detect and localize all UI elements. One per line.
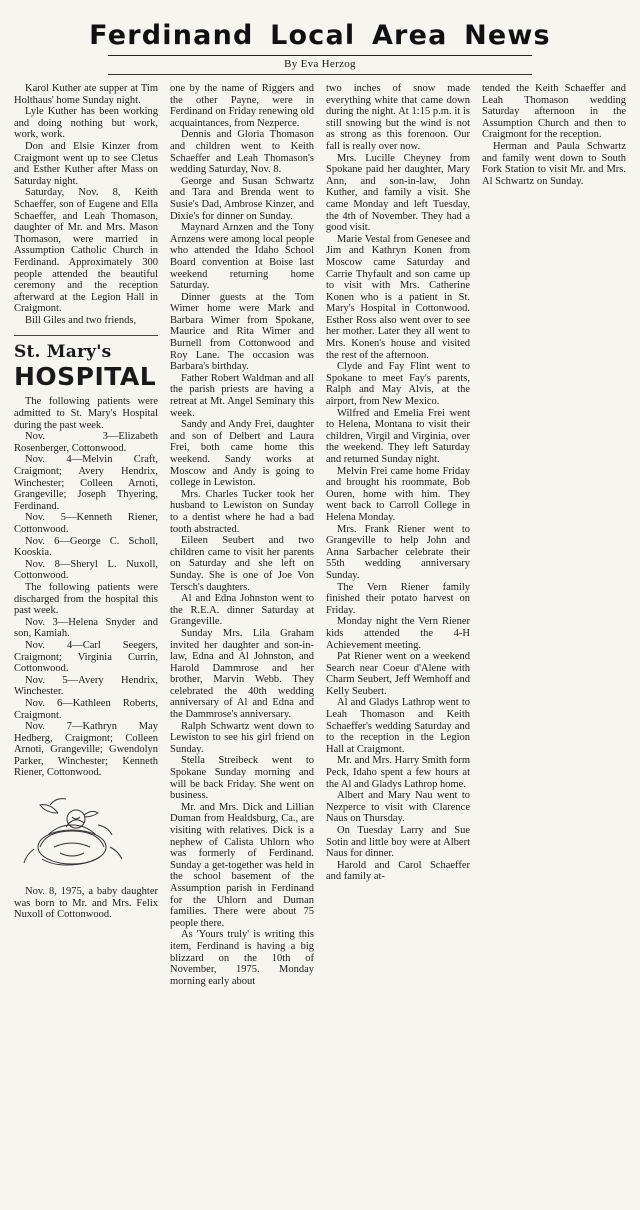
article-paragraph: tended the Keith Schaeffer and Leah Thomason wedding Saturday afternoon in the Assumption Church and then to Craigmont for the reception.: [482, 83, 626, 141]
article-paragraph: Nov. 3—Helena Snyder and son, Kamiah.: [14, 616, 158, 640]
article-paragraph: The following patients were discharged from the hospital this past week.: [14, 581, 158, 617]
article-paragraph: Nov. 8—Sheryl L. Nuxoll, Cottonwood.: [14, 558, 158, 582]
article-paragraph: Mrs. Lucille Cheyney from Spokane paid her daughter, Mary Ann, and son-in-law, John Kuther, and family a visit. She came Monday and left Tuesday, the 4th of November. They had a good visit.: [326, 152, 470, 234]
article-paragraph: Bill Giles and two friends,: [25, 314, 137, 326]
section-heading-st-marys: St. Mary's: [14, 342, 112, 363]
article-paragraph: one by the name of Riggers and the other Payne, were in Ferdinand on Friday renewing old acquaintances, from Nezperce.: [170, 83, 314, 129]
section-heading-hospital: HOSPITAL: [14, 362, 157, 392]
article-paragraph: George and Susan Schwartz and Tara and Brenda went to Susie's Dad, Ambrose Kinzer, and Dixie's for dinner on Sunday.: [170, 175, 314, 222]
column-3: [320, 83, 476, 987]
article-paragraph: Lyle Kuther has been working and doing nothing but work, work, work.: [14, 106, 158, 141]
article-paragraph: Melvin Frei came home Friday and brought his roommate, Bob Ouren, home with him. They went back to Carroll College in Helena Monday.: [326, 465, 470, 523]
baby-stork-illustration: [14, 789, 158, 880]
article-paragraph: Herman and Paula Schwartz and family went down to South Fork Station to visit Mr. and Mrs. Al Schwartz on Sunday.: [482, 140, 626, 187]
section-divider: [14, 335, 158, 336]
article-paragraph: Nov. 3—Elizabeth Rosenberger, Cottonwood.: [14, 431, 158, 454]
article-paragraph: Albert and Mary Nau went to Nezperce to visit with Clarence Naus on Thursday.: [326, 790, 470, 825]
article-paragraph: Dinner guests at the Tom Wimer home were Mark and Barbara Wimer from Spokane, Maurice and Rita Wimer and Burnell from Cottonwood and Roy Lane. The occasion was Barbara's birthday.: [170, 291, 314, 373]
illustration-caption: Nov. 8, 1975, a baby daughter was born to Mr. and Mrs. Felix Nuxoll of Cottonwood.: [14, 886, 158, 921]
article-columns: [0, 83, 640, 987]
masthead: [0, 0, 640, 75]
article-paragraph: The following patients were admitted to St. Mary's Hospital during the past week.: [14, 396, 158, 431]
article-paragraph: Karol Kuther ate supper at Tim Holthaus' home Sunday night.: [14, 83, 158, 106]
article-paragraph: Clyde and Fay Flint went to Spokane to meet Fay's parents, Ralph and May Alvis, at the airport, from New Mexico.: [326, 361, 470, 408]
article-paragraph: The Vern Riener family finished their potato harvest on Friday.: [326, 581, 470, 616]
article-paragraph: Monday night the Vern Riener kids attended the 4-H Achievement meeting.: [326, 616, 470, 651]
article-paragraph: Mr. and Mrs. Harry Smith form Peck, Idaho spent a few hours at the Al and Gladys Lathrop home.: [326, 755, 470, 790]
article-paragraph: Wilfred and Emelia Frei went to Helena, Montana to visit their children, Virgil and Virginia, over the weekend. They left Saturday and returned Sunday night.: [326, 407, 470, 465]
article-paragraph: Marie Vestal from Genesee and Jim and Kathryn Konen from Moscow came Saturday and Carrie Thyfault and son came up to visit with Mrs. Catherine Konen who is a patient in St. Mary's Hospital in Cottonwood. Esther Ross also went over to see her mother. Later they all went to Mrs. Konen's house and visited the rest of the afternoon.: [326, 233, 470, 361]
article-paragraph: Father Robert Waldman and all the parish priests are having a retreat at Mt. Angel Seminary this week.: [170, 372, 314, 419]
page-title: Ferdinand Local Area News: [89, 20, 551, 51]
masthead-divider: [108, 55, 532, 56]
article-paragraph: Ralph Schwartz went down to Lewiston to see his girl friend on Sunday.: [170, 720, 314, 755]
article-paragraph: Maynard Arnzen and the Tony Arnzens were among local people who attended the Idaho School Board convention at Boise last weekend returning home Saturday.: [170, 222, 314, 292]
article-paragraph: Stella Streibeck went to Spokane Sunday morning and will be back Friday. She went on business.: [170, 755, 314, 802]
article-paragraph: Mrs. Charles Tucker took her husband to Lewiston on Sunday to a dentist where he had a bad tooth abstracted.: [170, 488, 314, 535]
article-paragraph: Pat Riener went on a weekend Search near Coeur d'Alene with Charm Seubert, Jeff Wemhoff and Kelly Seubert.: [326, 651, 470, 697]
article-paragraph: Nov. 5—Kenneth Riener, Cottonwood.: [14, 512, 158, 535]
article-paragraph: Mrs. Frank Riener went to Grangeville to help John and Anna Sarbacher celebrate their 55th wedding anniversary Sunday.: [326, 523, 470, 581]
article-paragraph: Sandy and Andy Frei, daughter and son of Delbert and Laura Frei, both came home this weekend. Sandy works at Moscow and Andy is going to college in Lewiston.: [170, 419, 314, 489]
article-paragraph: Mr. and Mrs. Dick and Lillian Duman from Healdsburg, Ca., are visiting with relatives. Dick is a nephew of Calista Uhlorn who was formerly of Ferdinand. Sunday a get-together was held in the school basement of the Assumption parish in Ferdinand for the Uhlorn and Duman families. There were about 75 people there.: [170, 801, 314, 929]
article-paragraph: Dennis and Gloria Thomason and children went to Keith Schaeffer and Leah Thomason's wedding Saturday, Nov. 8.: [170, 129, 314, 176]
article-paragraph: Nov. 5—Avery Hendrix, Winchester.: [14, 674, 158, 698]
article-paragraph: Sunday Mrs. Lila Graham invited her daughter and son-in-law, Edna and Al Johnston, and Harold Dammrose and her brother, Marvin Webb. They celebrated the 40th wedding anniversary of Al and Edna and the Dammrose's anniversary.: [170, 627, 314, 721]
article-paragraph: Saturday, Nov. 8, Keith Schaeffer, son of Eugene and Ella Schaeffer, and Leah Thomason, daughter of Mr. and Mrs. Mason Thomason, were married in Assumption Catholic Church in Ferdinand. Approximately 300 people attended the beautiful ceremony and the reception afterward at the Legion Hall in Craigmont.: [14, 187, 158, 315]
article-paragraph: Harold and Carol Schaeffer and family at-: [326, 859, 470, 883]
article-paragraph: Nov. 4—Melvin Craft, Craigmont; Avery Hendrix, Winchester; Colleen Arnoti, Grangeville; Joseph Thyering, Ferdinand.: [14, 454, 158, 512]
article-paragraph: Nov. 6—George C. Scholl, Kooskia.: [14, 535, 158, 559]
article-paragraph: Don and Elsie Kinzer from Craigmont went up to see Cletus and Esther Kuther after Mass on Saturday night.: [14, 140, 158, 187]
article-paragraph: On Tuesday Larry and Sue Sotin and little boy were at Albert Naus for dinner.: [326, 825, 470, 860]
article-paragraph: Nov. 7—Kathryn May Hedberg, Craigmont; Colleen Arnoti, Grangeville; Gwendolyn Parker, Winchester; Kenneth Riener, Cottonwood.: [14, 721, 158, 779]
byline: By Eva Herzog: [284, 58, 356, 70]
column-4: [476, 83, 632, 987]
article-paragraph: two inches of snow made everything white that came down during the night. At 1:15 p.m. it is still snowing but the wind is not as strong as this forenoon. Our fall is really over now.: [326, 83, 470, 152]
column-2: [164, 83, 320, 987]
column-1: [8, 83, 164, 987]
byline-divider: [108, 74, 532, 75]
article-paragraph: Nov. 6—Kathleen Roberts, Craigmont.: [14, 697, 158, 721]
article-paragraph: Nov. 4—Carl Seegers, Craigmont; Virginia Currin, Cottonwood.: [14, 639, 158, 675]
article-paragraph: As 'Yours truly' is writing this item, Ferdinand is having a big blizzard on the 10th of November, 1975. Monday morning early about: [170, 929, 314, 987]
article-paragraph: Al and Gladys Lathrop went to Leah Thomason and Keith Schaeffer's wedding Saturday and to the reception in the Legion Hall at Craigmont.: [326, 697, 470, 755]
article-paragraph: Eileen Seubert and two children came to visit her parents on Saturday and she left on Sunday. She is one of Joe Von Tersch's daughters.: [170, 535, 314, 593]
article-paragraph: Al and Edna Johnston went to the R.E.A. dinner Saturday at Grangeville.: [170, 593, 314, 628]
